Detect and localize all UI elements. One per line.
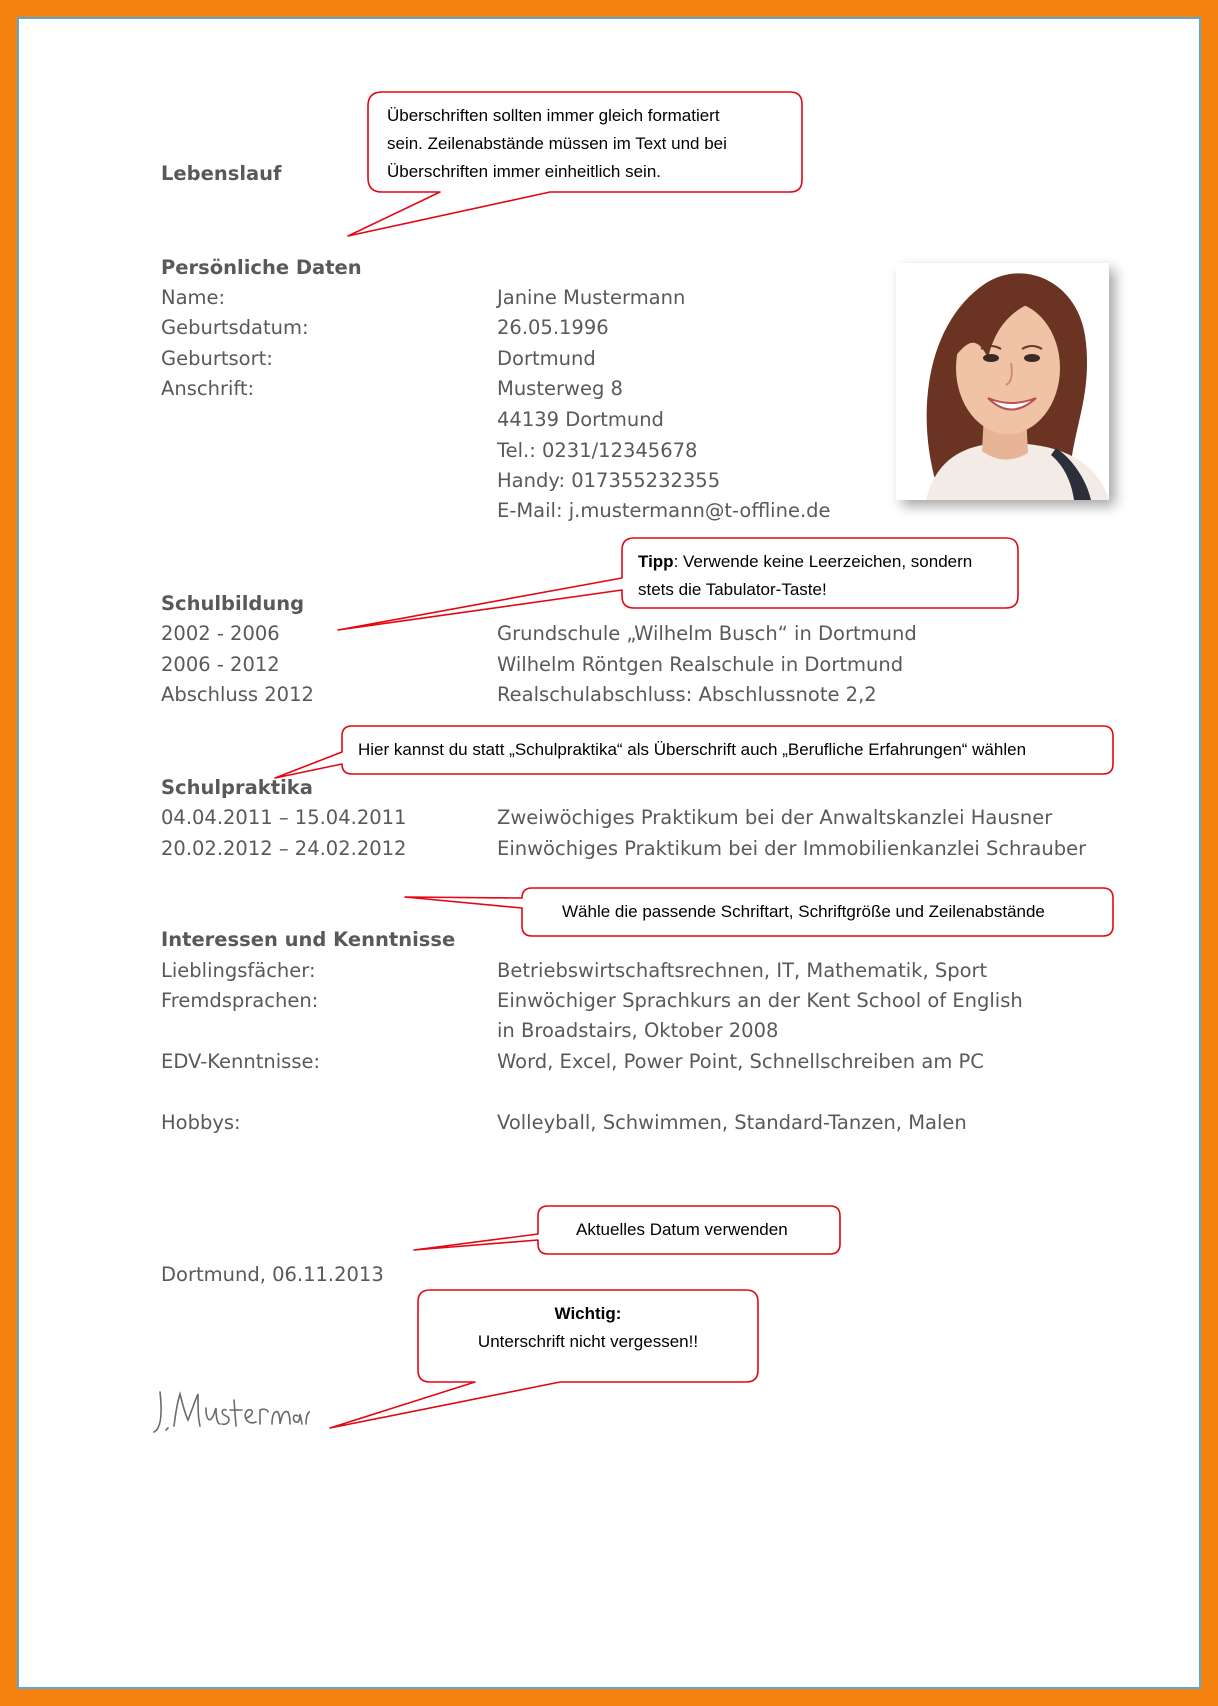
internship-row-1-value: Zweiwöchiges Praktikum bei der Anwaltskanzlei Hausner: [497, 806, 1053, 829]
school-row-1-label: 2002 - 2006: [161, 622, 280, 645]
section-heading-interests: Interessen und Kenntnisse: [161, 928, 456, 951]
school-row-2-value: Wilhelm Röntgen Realschule in Dortmund: [497, 653, 904, 676]
callout-3-text: Hier kannst du statt „Schulpraktika“ als Überschrift auch „Berufliche Erfahrungen“ wählen: [358, 740, 1027, 759]
callout-2-line-2: stets die Tabulator-Taste!: [638, 580, 827, 599]
label-birthdate: Geburtsdatum:: [161, 316, 309, 339]
value-birthplace: Dortmund: [497, 347, 596, 370]
interests-row-1-value: Betriebswirtschaftsrechnen, IT, Mathematik, Sport: [497, 959, 988, 982]
callout-1-line-3: Überschriften immer einheitlich sein.: [387, 162, 661, 181]
interests-row-2-value: Einwöchiger Sprachkurs an der Kent School of English: [497, 989, 1023, 1012]
school-row-3-label: Abschluss 2012: [161, 683, 314, 706]
callout-6-bold: Wichtig:: [554, 1304, 622, 1323]
interests-row-3-value: in Broadstairs, Oktober 2008: [497, 1019, 779, 1042]
value-phone: Tel.: 0231/12345678: [497, 439, 698, 462]
label-address: Anschrift:: [161, 377, 255, 400]
callout-1-line-1: Überschriften sollten immer gleich formatiert: [387, 106, 720, 125]
callout-6-line-2: Unterschrift nicht vergessen!!: [477, 1332, 699, 1351]
school-row-3-value: Realschulabschluss: Abschlussnote 2,2: [497, 683, 877, 706]
callout-5-text: Aktuelles Datum verwenden: [576, 1220, 788, 1239]
interests-row-1-label: Lieblingsfächer:: [161, 959, 316, 982]
value-birthdate: 26.05.1996: [497, 316, 609, 339]
school-row-2-label: 2006 - 2012: [161, 653, 280, 676]
callout-2-line-1: [638, 548, 972, 576]
school-row-1-value: Grundschule „Wilhelm Busch“ in Dortmund: [497, 622, 917, 645]
interests-row-2-label: Fremdsprachen:: [161, 989, 319, 1012]
callout-2-bold: Tipp: [638, 552, 674, 571]
internship-row-1-label: 04.04.2011 – 15.04.2011: [161, 806, 407, 829]
internship-row-2-value: Einwöchiges Praktikum bei der Immobilienkanzlei Schrauber: [497, 837, 1087, 860]
callout-6-line-1: [418, 1300, 758, 1328]
interests-row-5-label: Hobbys:: [161, 1111, 241, 1134]
value-street: Musterweg 8: [497, 377, 623, 400]
value-name: Janine Mustermann: [497, 286, 686, 309]
callout-1-line-2: sein. Zeilenabstände müssen im Text und bei: [387, 134, 727, 153]
value-mobile: Handy: 017355232355: [497, 469, 721, 492]
internship-row-2-label: 20.02.2012 – 24.02.2012: [161, 837, 407, 860]
place-date: Dortmund, 06.11.2013: [161, 1263, 384, 1286]
value-city: 44139 Dortmund: [497, 408, 664, 431]
section-heading-school: Schulbildung: [161, 592, 305, 615]
interests-row-4-label: EDV-Kenntnisse:: [161, 1050, 321, 1073]
callout-4-text: Wähle die passende Schriftart, Schriftgröße und Zeilenabstände: [562, 902, 1045, 921]
label-birthplace: Geburtsort:: [161, 347, 273, 370]
interests-row-4-value: Word, Excel, Power Point, Schnellschreiben am PC: [497, 1050, 984, 1073]
label-name: Name:: [161, 286, 226, 309]
callout-2-rest: : Verwende keine Leerzeichen, sondern: [673, 552, 973, 571]
section-heading-personal: Persönliche Daten: [161, 256, 362, 279]
document-title: Lebenslauf: [161, 162, 282, 185]
interests-row-5-value: Volleyball, Schwimmen, Standard-Tanzen, Malen: [497, 1111, 967, 1134]
value-email: E-Mail: j.mustermann@t-offline.de: [497, 499, 831, 522]
section-heading-internships: Schulpraktika: [161, 776, 313, 799]
